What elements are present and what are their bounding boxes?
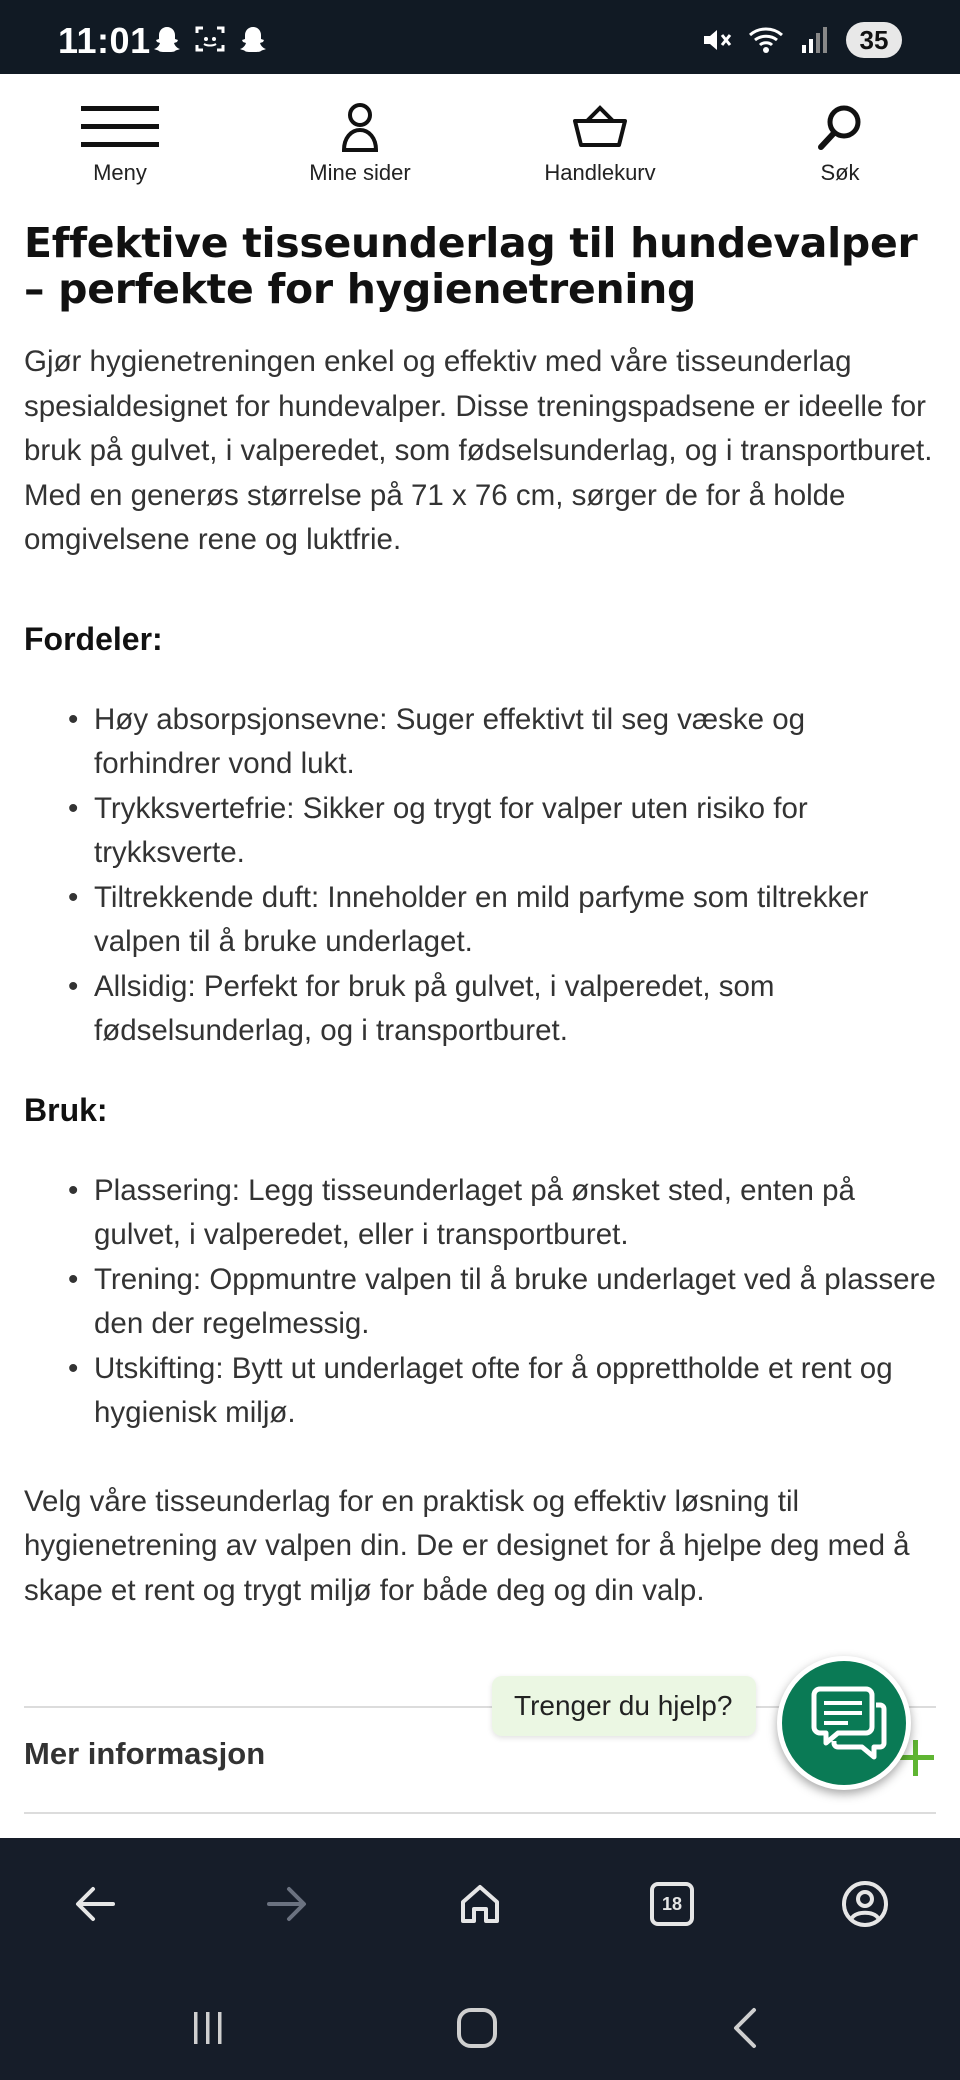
- system-status-icons: [700, 22, 902, 58]
- search-icon: [816, 103, 864, 151]
- home-icon: [458, 1882, 502, 1926]
- hamburger-menu-icon: [81, 104, 159, 150]
- account-icon: [841, 1880, 889, 1928]
- list-item: • Trykksvertefrie: Sikker og trygt for valper uten risiko for trykksverte.: [94, 787, 936, 876]
- chat-button[interactable]: [777, 1656, 911, 1790]
- screenshot-icon: [194, 24, 226, 54]
- battery-indicator: 35: [846, 22, 902, 58]
- outro-paragraph: Velg våre tisseunderlag for en praktisk og effektiv løsning til hygienetrening av valpen din. De er designet for å hjelpe deg med å skape et rent og trygt miljø for både deg og din valp.: [24, 1484, 910, 1607]
- nav-label: Meny: [93, 160, 147, 185]
- system-back-button[interactable]: [706, 1998, 786, 2058]
- benefits-heading: Fordeler:: [24, 620, 163, 657]
- forward-button[interactable]: [251, 1868, 323, 1940]
- help-bubble[interactable]: Trenger du hjelp?: [492, 1676, 756, 1736]
- system-navigation-bar: [0, 1970, 960, 2080]
- list-item: • Trening: Oppmuntre valpen til å bruke underlaget ved å plassere den der regelmessig.: [94, 1258, 936, 1347]
- list-item: • Tiltrekkende duft: Inneholder en mild parfyme som tiltrekker valpen til å bruke underlaget.: [94, 876, 936, 965]
- wifi-icon: [748, 25, 784, 55]
- tabs-button[interactable]: [636, 1868, 708, 1940]
- divider: [24, 1812, 936, 1814]
- notification-icons: [152, 24, 268, 54]
- forward-arrow-icon: [265, 1884, 309, 1924]
- product-description: [24, 220, 936, 1613]
- account-button[interactable]: [829, 1868, 901, 1940]
- back-arrow-icon: [73, 1884, 117, 1924]
- usage-list: [24, 1169, 936, 1436]
- benefits-list: [24, 698, 936, 1054]
- nav-handlekurv[interactable]: [500, 74, 700, 194]
- page-title: Effektive tisseunderlag til hundevalper – perfekte for hygienetrening: [24, 219, 918, 313]
- list-item: • Plassering: Legg tisseunderlaget på ønsket sted, enten på gulvet, i valperedet, eller i transportburet.: [94, 1169, 936, 1258]
- user-icon: [339, 102, 381, 152]
- back-chevron-icon: [726, 2006, 766, 2050]
- signal-icon: [800, 25, 830, 55]
- tabs-icon: 18: [650, 1882, 694, 1926]
- status-time: 11:01: [58, 20, 151, 61]
- nav-label: Søk: [820, 160, 860, 185]
- home-button[interactable]: [444, 1868, 516, 1940]
- site-header: [0, 74, 960, 194]
- snapchat-icon: [238, 24, 268, 54]
- nav-mine-sider[interactable]: [260, 74, 460, 194]
- chat-icon: [798, 1681, 890, 1765]
- recents-icon: [188, 2008, 228, 2048]
- mute-icon: [700, 25, 732, 55]
- status-bar: [0, 0, 960, 74]
- usage-heading: Bruk:: [24, 1091, 108, 1128]
- system-home-button[interactable]: [437, 1998, 517, 2058]
- recents-button[interactable]: [168, 1998, 248, 2058]
- list-item: • Allsidig: Perfekt for bruk på gulvet, i valperedet, som fødselsunderlag, og i transportburet.: [94, 965, 936, 1054]
- list-item: • Utskifting: Bytt ut underlaget ofte for å opprettholde et rent og hygienisk miljø.: [94, 1347, 936, 1436]
- browser-toolbar: [0, 1838, 960, 1970]
- nav-sok[interactable]: [740, 74, 940, 194]
- list-item: • Høy absorpsjonsevne: Suger effektivt til seg væske og forhindrer vond lukt.: [94, 698, 936, 787]
- nav-label: Handlekurv: [544, 160, 656, 185]
- intro-paragraph: Gjør hygienetreningen enkel og effektiv med våre tisseunderlag spesialdesignet for hundevalper. Disse treningspadsene er ideelle for bruk på gulvet, i valperedet, som fødselsunderlag, og i transportburet. Med en generøs størrelse på 71 x 76 cm, sørger de for å holde omgivelsene rene og luktfrie.: [24, 345, 933, 556]
- snapchat-icon: [152, 24, 182, 54]
- home-circle-icon: [455, 2006, 499, 2050]
- more-info-toggle[interactable]: Mer informasjon: [24, 1736, 266, 1771]
- nav-menu[interactable]: [20, 74, 220, 194]
- back-button[interactable]: [59, 1868, 131, 1940]
- nav-label: Mine sider: [309, 160, 411, 185]
- basket-icon: [573, 105, 627, 149]
